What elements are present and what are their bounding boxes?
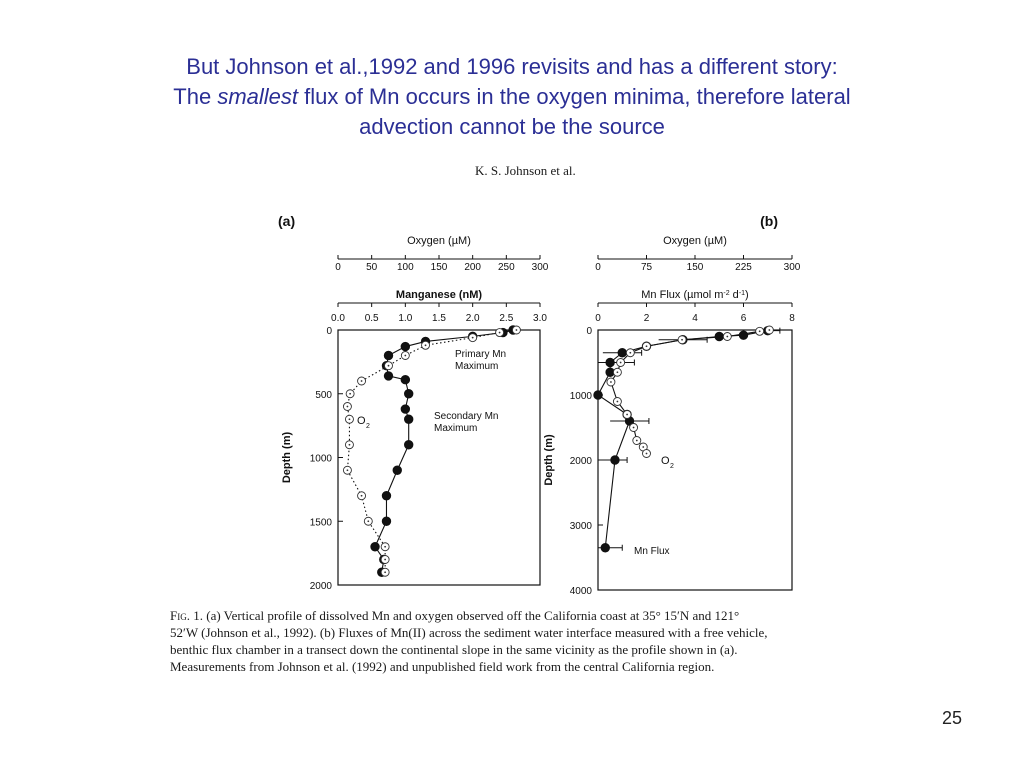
slide-title-line-1: But Johnson et al.,1992 and 1996 revisits and has a different story: [186, 54, 838, 79]
manganese-point [618, 349, 626, 357]
top-axis-label: Oxygen (µM) [663, 235, 727, 247]
y-tick-label: 2000 [309, 581, 332, 592]
top-tick-label: 150 [430, 262, 448, 273]
oxygen-point-center [642, 446, 644, 448]
y-axis-label: Depth (m) [543, 434, 555, 486]
axis-unit-exponent: -1 [738, 289, 746, 297]
annotation-o2-subscript: 2 [670, 463, 674, 470]
oxygen-point-center [759, 330, 761, 332]
bottom-tick-label: 1.0 [398, 313, 413, 324]
manganese-point [739, 331, 747, 339]
manganese-point [405, 441, 413, 449]
y-tick-label: 0 [326, 326, 332, 337]
bottom-tick-label: 2.0 [465, 313, 480, 324]
y-tick-label: 3000 [569, 521, 592, 532]
bottom-tick-label: 8 [789, 313, 795, 324]
axis-unit-exponent: -2 [723, 289, 730, 297]
oxygen-point-center [626, 414, 628, 416]
annotation-secondary-mn: Secondary Mn [434, 411, 499, 422]
top-tick-label: 0 [335, 262, 341, 273]
manganese-point [384, 351, 392, 359]
top-tick-label: 50 [366, 262, 378, 273]
oxygen-point-center [636, 440, 638, 442]
manganese-point [401, 376, 409, 384]
oxygen-point-center [367, 520, 369, 522]
top-axis-label: Oxygen (µM) [407, 235, 471, 247]
manganese-point [401, 405, 409, 413]
bottom-tick-label: 6 [740, 313, 747, 324]
annotation-o2-symbol: O [661, 455, 670, 467]
slide-title [0, 52, 1024, 142]
top-tick-label: 200 [464, 262, 482, 273]
top-tick-label: 250 [497, 262, 515, 273]
oxygen-point-center [384, 571, 386, 573]
oxygen-point-center [633, 427, 635, 429]
panel-label: (b) [760, 213, 778, 229]
caption-line-1-text: 1. (a) Vertical profile of dissolved Mn and oxygen observed off the California coast at 35° 15′N and 121° [189, 608, 740, 623]
y-tick-label: 500 [315, 389, 332, 401]
oxygen-point-center [349, 393, 351, 395]
caption-fig-label: Fig. [170, 608, 190, 623]
bottom-tick-label: 2.5 [499, 313, 514, 324]
top-tick-label: 75 [640, 262, 653, 273]
top-tick-label: 300 [783, 262, 801, 273]
manganese-point [405, 390, 413, 398]
y-tick-label: 1500 [309, 517, 332, 529]
bottom-axis-label: Manganese (nM) [395, 289, 483, 301]
oxygen-point-center [646, 453, 648, 455]
oxygen-point-center [617, 401, 619, 403]
figure-panels [262, 200, 822, 600]
caption-line-3: benthic flux chamber in a transect down the continental slope in the same vicinity as the profile shown in (a). [170, 642, 738, 657]
annotation-secondary-mn-maximum: Maximum [434, 423, 478, 434]
axis-unit-text: Mn Flux (µmol m [641, 289, 724, 301]
oxygen-point-center [768, 329, 770, 331]
manganese-point [382, 492, 390, 500]
manganese-point [606, 358, 614, 366]
oxygen-point-center [499, 332, 501, 334]
manganese-point [405, 415, 413, 423]
oxygen-point-center [384, 559, 386, 561]
bottom-tick-label: 0.5 [364, 313, 379, 324]
oxygen-point-center [726, 336, 728, 338]
oxygen-point-center [681, 339, 683, 341]
annotation-o2-symbol: O [357, 415, 366, 427]
figure-header: K. S. Johnson et al. [475, 163, 576, 178]
slide-title-line-3: advection cannot be the source [359, 114, 665, 139]
oxygen-point-center [425, 344, 427, 346]
slide-title-line-2-end: flux of Mn occurs in the oxygen minima, therefore lateral [298, 84, 851, 109]
top-tick-label: 100 [396, 262, 414, 273]
oxygen-point-center [388, 365, 390, 367]
y-tick-label: 2000 [569, 456, 592, 467]
manganese-point [594, 391, 602, 399]
bottom-tick-label: 4 [692, 313, 698, 324]
manganese-point [601, 544, 609, 552]
annotation-primary-mn-maximum: Maximum [455, 361, 499, 372]
y-tick-label: 0 [586, 326, 592, 337]
page-number: 25 [941, 708, 962, 728]
annotation-primary-mn: Primary Mn [455, 349, 507, 360]
bottom-axis-label [641, 289, 748, 301]
manganese-point [382, 517, 390, 525]
oxygen-point-center [610, 381, 612, 383]
oxygen-point-center [620, 362, 622, 364]
oxygen-point-center [617, 371, 619, 373]
oxygen-point-center [384, 546, 386, 548]
caption-line-2: 52′W (Johnson et al., 1992). (b) Fluxes of Mn(II) across the sediment water interface measured with a free vehicle, [170, 625, 768, 640]
oxygen-point-center [516, 329, 518, 331]
y-tick-label: 1000 [569, 391, 592, 402]
slide-title-emphasis: smallest [217, 84, 298, 109]
manganese-point [371, 543, 379, 551]
oxygen-point-center [361, 495, 363, 497]
oxygen-point-center [629, 352, 631, 354]
caption-line-4: Measurements from Johnson et al. (1992) and unpublished field work from the central California region. [170, 659, 715, 674]
bottom-tick-label: 0.0 [331, 313, 345, 324]
y-tick-label: 1000 [309, 453, 332, 465]
slide-title-line-2-start: The [173, 84, 218, 109]
oxygen-point-center [404, 355, 406, 357]
top-tick-label: 225 [735, 262, 752, 273]
bottom-tick-label: 0 [595, 313, 601, 324]
y-axis-label: Depth (m) [281, 431, 293, 484]
top-tick-label: 300 [531, 262, 549, 273]
caption-line-1 [170, 607, 922, 624]
oxygen-point-center [349, 444, 351, 446]
oxygen-point-center [347, 406, 349, 408]
bottom-tick-label: 1.5 [432, 313, 446, 324]
figure-caption [170, 607, 922, 675]
top-tick-label: 0 [595, 262, 601, 273]
axis-unit-text: ) [745, 289, 749, 301]
oxygen-profile-line [611, 330, 769, 454]
chart-panel-a [278, 213, 549, 592]
oxygen-point-center [349, 418, 351, 420]
axis-unit-text: d [729, 289, 739, 301]
manganese-point [384, 372, 392, 380]
bottom-tick-label: 2 [643, 313, 650, 324]
annotation-o2-subscript: 2 [366, 423, 370, 430]
manganese-point [611, 456, 619, 464]
slide-title-line-2 [0, 82, 1024, 112]
manganese-point [401, 342, 409, 350]
chart-panel-b [543, 213, 801, 597]
oxygen-point-center [361, 380, 363, 382]
oxygen-point-center [646, 345, 648, 347]
panel-label: (a) [278, 213, 296, 229]
manganese-point [393, 466, 401, 474]
top-tick-label: 150 [686, 262, 704, 273]
oxygen-point-center [347, 469, 349, 471]
y-tick-label: 4000 [569, 586, 592, 597]
plot-frame [338, 330, 540, 585]
annotation-mn-flux: Mn Flux [634, 546, 670, 557]
bottom-tick-label: 3.0 [533, 313, 547, 324]
oxygen-point-center [472, 337, 474, 339]
